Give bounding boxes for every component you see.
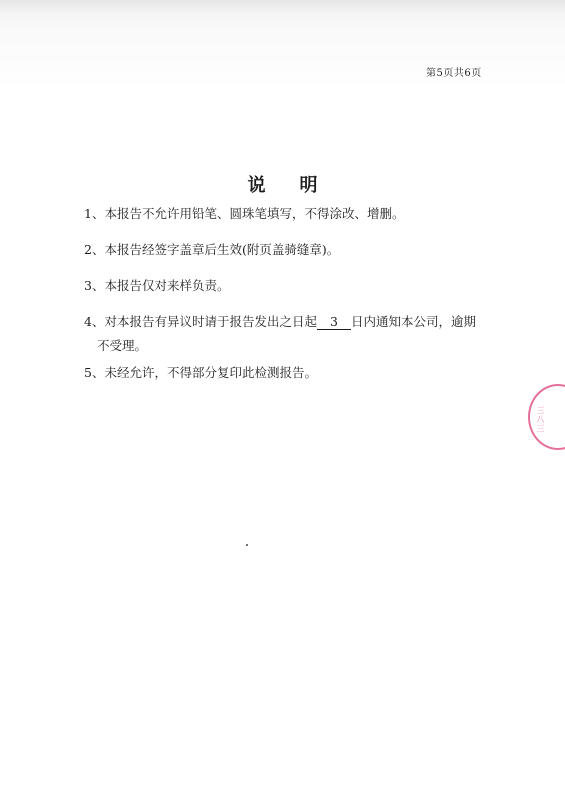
item-continuation: 不受理。 <box>97 338 148 353</box>
notes-list <box>84 205 504 400</box>
scan-shadow <box>0 0 565 14</box>
item-number: 4、 <box>84 314 105 329</box>
list-item <box>84 205 504 222</box>
item-text: 本报告仅对来样负责。 <box>104 278 230 293</box>
list-item <box>84 364 504 381</box>
item-text: 对本报告有异议时请于报告发出之日起 <box>104 314 317 329</box>
red-seal-stamp <box>528 384 565 450</box>
item-text-after: 日内通知本公司，逾期 <box>350 314 476 329</box>
list-item <box>84 313 504 354</box>
list-item <box>84 241 504 258</box>
days-field: 3 <box>317 315 351 330</box>
scan-speck <box>246 544 248 546</box>
page-number: 第5页共6页 <box>426 68 482 79</box>
item-text: 本报告经签字盖章后生效(附页盖骑缝章)。 <box>104 242 340 257</box>
item-number: 5、 <box>84 365 105 380</box>
item-number: 1、 <box>84 206 105 221</box>
item-text: 未经允许，不得部分复印此检测报告。 <box>104 365 317 380</box>
seal-text: 三八三 <box>536 406 545 433</box>
item-number: 2、 <box>84 242 105 257</box>
list-item <box>84 277 504 294</box>
item-text: 本报告不允许用铅笔、圆珠笔填写，不得涂改、增删。 <box>104 206 405 221</box>
item-number: 3、 <box>84 278 105 293</box>
document-title: 说明 <box>247 175 352 196</box>
